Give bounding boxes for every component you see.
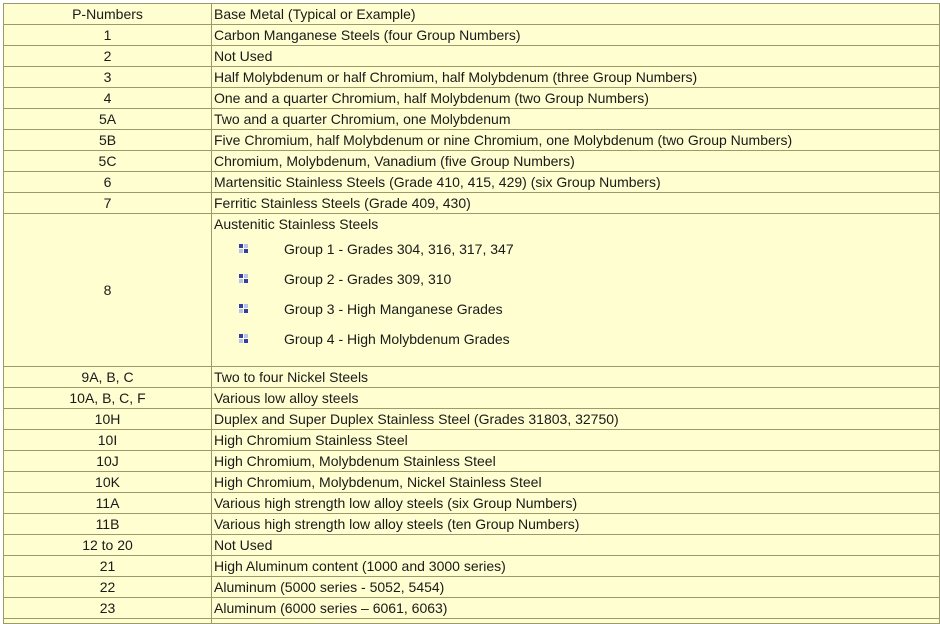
- metal-cell: Carbon Manganese Steels (four Group Numbers): [212, 25, 940, 46]
- table-row: [4, 451, 940, 472]
- header-base-metal: Base Metal (Typical or Example): [212, 4, 940, 25]
- metal-cell: Chromium, Molybdenum, Vanadium (five Group Numbers): [212, 151, 940, 172]
- group-label: Group 4 - High Molybdenum Grades: [284, 331, 510, 347]
- group-label: Group 3 - High Manganese Grades: [284, 301, 503, 317]
- list-item: [236, 294, 939, 324]
- pnum-cell: 11B: [4, 514, 212, 535]
- table-row: [4, 25, 940, 46]
- table-row: [4, 172, 940, 193]
- header-pnumbers: P-Numbers: [4, 4, 212, 25]
- square-bullet-icon: [239, 304, 248, 313]
- table-row: [4, 472, 940, 493]
- metal-cell: High Chromium, Molybdenum Stainless Steel: [212, 451, 940, 472]
- pnum-cell: 10I: [4, 430, 212, 451]
- pnum-cell: 3: [4, 67, 212, 88]
- pnum-cell: 23: [4, 598, 212, 619]
- table-row: [4, 367, 940, 388]
- pnum-cell: 1: [4, 25, 212, 46]
- table-row: [4, 46, 940, 67]
- pnum-cell: 11A: [4, 493, 212, 514]
- table-row: [4, 151, 940, 172]
- pnum-cell: 5B: [4, 130, 212, 151]
- pnum-cell: 6: [4, 172, 212, 193]
- table-row-austenitic: [4, 214, 940, 367]
- metal-cell: High Aluminum content (1000 and 3000 series): [212, 556, 940, 577]
- metal-cell: Martensitic Stainless Steels (Grade 410, 415, 429) (six Group Numbers): [212, 172, 940, 193]
- metal-cell: One and a quarter Chromium, half Molybdenum (two Group Numbers): [212, 88, 940, 109]
- table-row: [4, 577, 940, 598]
- p-numbers-table: [3, 3, 940, 624]
- pnum-cell: 12 to 20: [4, 535, 212, 556]
- table-row: [4, 388, 940, 409]
- metal-cell: Aluminum (5000 series - 5052, 5454): [212, 577, 940, 598]
- table-row: [4, 193, 940, 214]
- pnum-cell: 4: [4, 88, 212, 109]
- pnum-cell: 10H: [4, 409, 212, 430]
- metal-cell: Various low alloy steels: [212, 388, 940, 409]
- pnum-cell: 5C: [4, 151, 212, 172]
- table-row: [4, 514, 940, 535]
- table-row: [4, 88, 940, 109]
- group-label: Group 2 - Grades 309, 310: [284, 271, 452, 287]
- table-row: [4, 535, 940, 556]
- metal-cell: Various high strength low alloy steels (ten Group Numbers): [212, 514, 940, 535]
- metal-cell: Not Used: [212, 46, 940, 67]
- pnum-cell: 8: [4, 214, 212, 367]
- table-header-row: [4, 4, 940, 25]
- metal-cell: Two and a quarter Chromium, one Molybdenum: [212, 109, 940, 130]
- pnum-cell: 22: [4, 577, 212, 598]
- metal-cell: Not Used: [212, 535, 940, 556]
- metal-cell-austenitic: [212, 214, 940, 367]
- austenitic-title: Austenitic Stainless Steels: [214, 216, 379, 232]
- metal-cell: Five Chromium, half Molybdenum or nine Chromium, one Molybdenum (two Group Numbers): [212, 130, 940, 151]
- table-row: [4, 130, 940, 151]
- square-bullet-icon: [239, 244, 248, 253]
- metal-cell: Two to four Nickel Steels: [212, 367, 940, 388]
- table-row: [4, 109, 940, 130]
- metal-cell: Ferritic Stainless Steels (Grade 409, 430): [212, 193, 940, 214]
- pnum-cell: 10J: [4, 451, 212, 472]
- list-item: [236, 264, 939, 294]
- group-label: Group 1 - Grades 304, 316, 317, 347: [284, 241, 514, 257]
- table-row: [4, 598, 940, 619]
- pnum-cell: 7: [4, 193, 212, 214]
- square-bullet-icon: [239, 274, 248, 283]
- list-item: [236, 234, 939, 264]
- square-bullet-icon: [239, 334, 248, 343]
- austenitic-group-list: [214, 234, 939, 354]
- metal-cell: Various high strength low alloy steels (six Group Numbers): [212, 493, 940, 514]
- metal-cell: High Chromium, Molybdenum, Nickel Stainless Steel: [212, 472, 940, 493]
- pnum-cell: 21: [4, 556, 212, 577]
- pnum-cell: 9A, B, C: [4, 367, 212, 388]
- table-row: [4, 430, 940, 451]
- table-row: [4, 67, 940, 88]
- pnum-cell: 5A: [4, 109, 212, 130]
- metal-cell: Half Molybdenum or half Chromium, half Molybdenum (three Group Numbers): [212, 67, 940, 88]
- list-item: [236, 324, 939, 354]
- pnum-cell: 10A, B, C, F: [4, 388, 212, 409]
- metal-cell: Aluminum (6000 series – 6061, 6063): [212, 598, 940, 619]
- table-row: [4, 556, 940, 577]
- table-row: [4, 409, 940, 430]
- metal-cell: High Chromium Stainless Steel: [212, 430, 940, 451]
- table-row: [4, 493, 940, 514]
- pnum-cell: 10K: [4, 472, 212, 493]
- metal-cell: Duplex and Super Duplex Stainless Steel (Grades 31803, 32750): [212, 409, 940, 430]
- pnum-cell: 2: [4, 46, 212, 67]
